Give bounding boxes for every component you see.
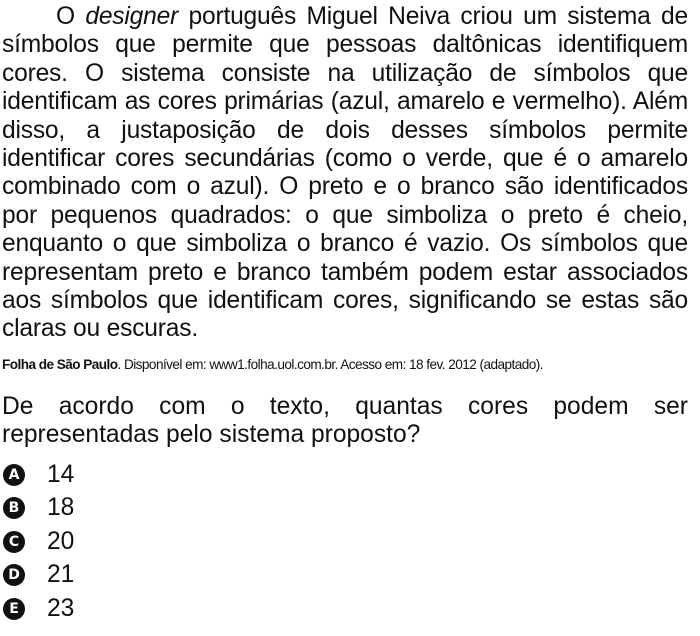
answer-option-value: 18: [47, 494, 75, 522]
answer-option-e[interactable]: [3, 592, 74, 626]
source-publication: Folha de São Paulo: [2, 357, 118, 372]
answer-option-b[interactable]: [3, 492, 74, 526]
passage-designer-word: designer: [85, 3, 179, 30]
answer-option-d[interactable]: [3, 559, 74, 593]
letter-e-circle-icon: E: [3, 598, 25, 620]
answer-option-value: 21: [47, 561, 75, 589]
letter-a-circle-icon: A: [3, 464, 25, 486]
passage-text: [2, 3, 688, 344]
letter-b-circle-icon: B: [3, 497, 25, 519]
answer-options: [3, 458, 74, 626]
answer-option-value: 20: [47, 527, 75, 555]
answer-option-c[interactable]: [3, 525, 74, 559]
letter-c-circle-icon: C: [3, 531, 25, 553]
question-text: De acordo com o texto, quantas cores podem ser representadas pelo sistema proposto?: [2, 393, 688, 448]
answer-option-a[interactable]: [3, 458, 74, 492]
letter-d-circle-icon: D: [3, 564, 25, 586]
source-citation: [2, 356, 692, 374]
answer-option-value: 23: [47, 594, 75, 622]
source-details: . Disponível em: www1.folha.uol.com.br. Acesso em: 18 fev. 2012 (adaptado).: [117, 357, 543, 372]
passage-intro: O: [56, 3, 86, 30]
answer-option-value: 14: [47, 460, 75, 488]
passage-body: português Miguel Neiva criou um sistema de símbolos que permite que pessoas daltônicas identifiquem cores. O sistema consiste na utilização de símbolos que identificam as cores primárias (azul, amarelo e vermelho). Além disso, a justaposição de dois desses símbolos permite identificar cores secundárias (como o verde, que é o amarelo combinado com o azul). O preto e o branco são identificados por pequenos quadrados: o que simboliza o preto é cheio, enquanto o que simboliza o branco é vazio. Os símbolos que representam preto e branco também podem estar associados aos símbolos que identificam cores, significando se estas são claras ou escuras.: [2, 3, 688, 343]
